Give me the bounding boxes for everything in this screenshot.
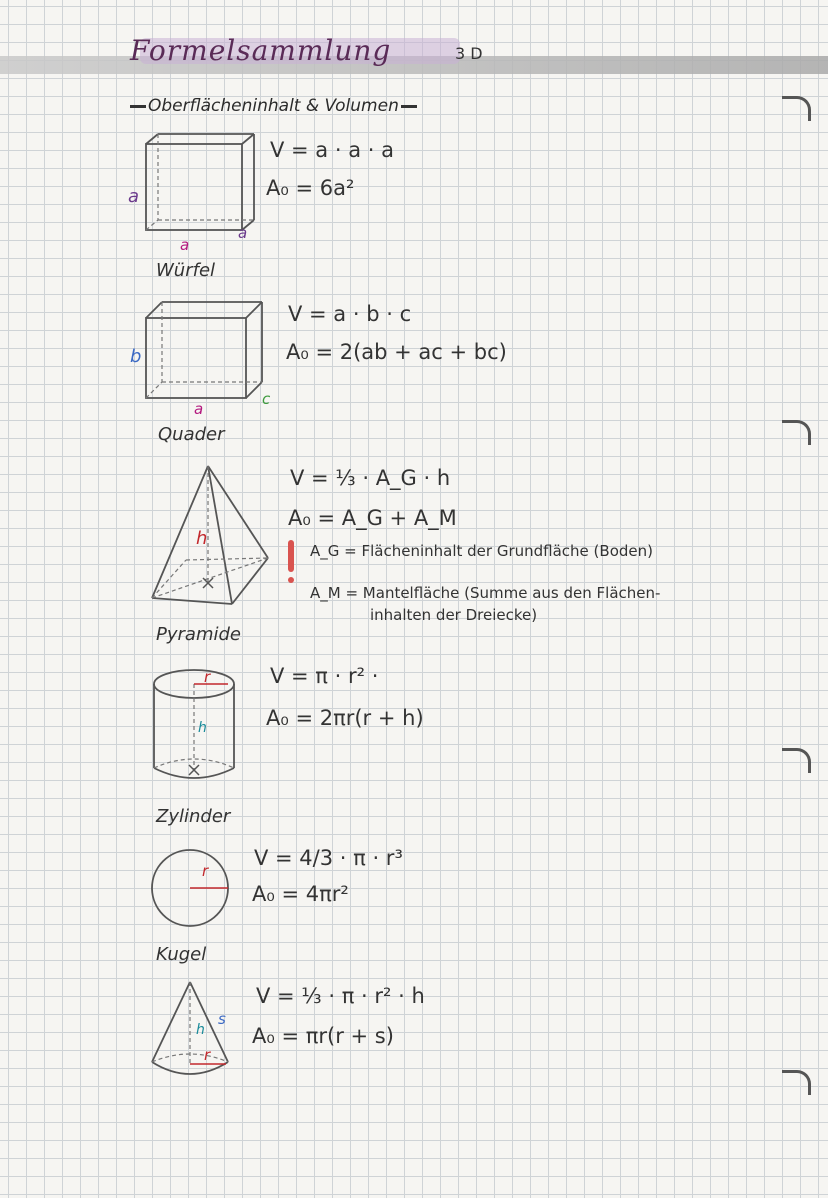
- title-block: [130, 34, 391, 67]
- cylinder-dim-label: r: [204, 668, 211, 686]
- cuboid-surface-formula: A₀ = 2(ab + ac + bc): [286, 340, 507, 364]
- cube-dim-label: a: [128, 186, 140, 207]
- punch-hole-mark: [782, 96, 811, 121]
- pyramid-figure: [146, 460, 276, 610]
- cone-dim-label: s: [218, 1010, 226, 1028]
- sphere-volume-formula: V = 4/3 · π · r³: [254, 846, 403, 870]
- cone-volume-formula: V = ⅓ · π · r² · h: [256, 984, 425, 1008]
- cube-dim-label: a: [238, 224, 248, 242]
- cylinder-surface-formula: A₀ = 2πr(r + h): [266, 706, 424, 730]
- sphere-dim-label: r: [202, 862, 209, 880]
- pyramid-note: inhalten der Dreiecke): [370, 606, 538, 624]
- cylinder-name: Zylinder: [156, 806, 231, 827]
- cube-volume-formula: V = a · a · a: [270, 138, 394, 162]
- cuboid-name: Quader: [158, 424, 225, 445]
- cuboid-dim-label: a: [194, 400, 204, 418]
- pyramid-name: Pyramide: [156, 624, 241, 645]
- cuboid-figure: [130, 296, 280, 406]
- pyramid-note: A_G = Flächeninhalt der Grundfläche (Boden): [310, 542, 653, 560]
- title-suffix: 3 D: [455, 44, 483, 63]
- cone-dim-label: r: [204, 1046, 211, 1064]
- punch-hole-mark: [782, 420, 811, 445]
- cylinder-volume-formula: V = π · r² ·: [270, 664, 379, 688]
- attention-mark: [288, 540, 294, 584]
- cuboid-dim-label: b: [130, 346, 142, 367]
- cuboid-volume-formula: V = a · b · c: [288, 302, 412, 326]
- sphere-figure: [146, 846, 246, 936]
- punch-hole-mark: [782, 1070, 811, 1095]
- cube-dim-label: a: [180, 236, 190, 254]
- punch-hole-mark: [782, 748, 811, 773]
- pyramid-surface-formula: A₀ = A_G + A_M: [288, 506, 457, 530]
- pyramid-volume-formula: V = ⅓ · A_G · h: [290, 466, 451, 490]
- page-title: Formelsammlung: [130, 34, 392, 67]
- pyramid-note: A_M = Mantelfläche (Summe aus den Flächen-: [310, 584, 661, 602]
- cube-name: Würfel: [156, 260, 216, 281]
- cylinder-dim-label: h: [198, 720, 207, 736]
- page-subtitle: Oberflächeninhalt & Volumen: [130, 96, 417, 116]
- sphere-name: Kugel: [156, 944, 207, 965]
- cone-dim-label: h: [196, 1022, 205, 1038]
- cuboid-dim-label: c: [262, 390, 271, 408]
- pyramid-dim-label: h: [196, 528, 208, 549]
- sphere-surface-formula: A₀ = 4πr²: [252, 882, 349, 906]
- cone-surface-formula: A₀ = πr(r + s): [252, 1024, 394, 1048]
- cube-surface-formula: A₀ = 6a²: [266, 176, 355, 200]
